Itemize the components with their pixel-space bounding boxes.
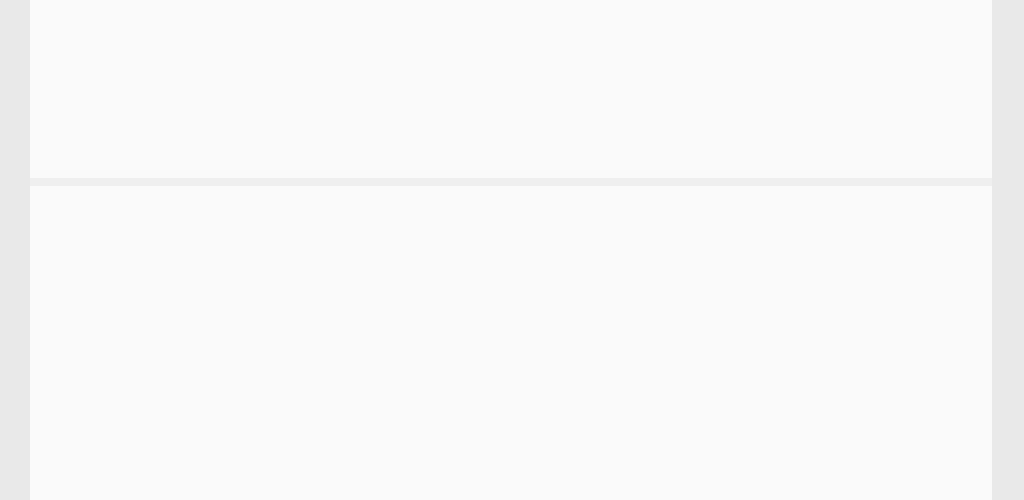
page-section-top: [30, 0, 992, 178]
page-section-bottom: [30, 186, 992, 500]
page-break: [30, 178, 992, 186]
